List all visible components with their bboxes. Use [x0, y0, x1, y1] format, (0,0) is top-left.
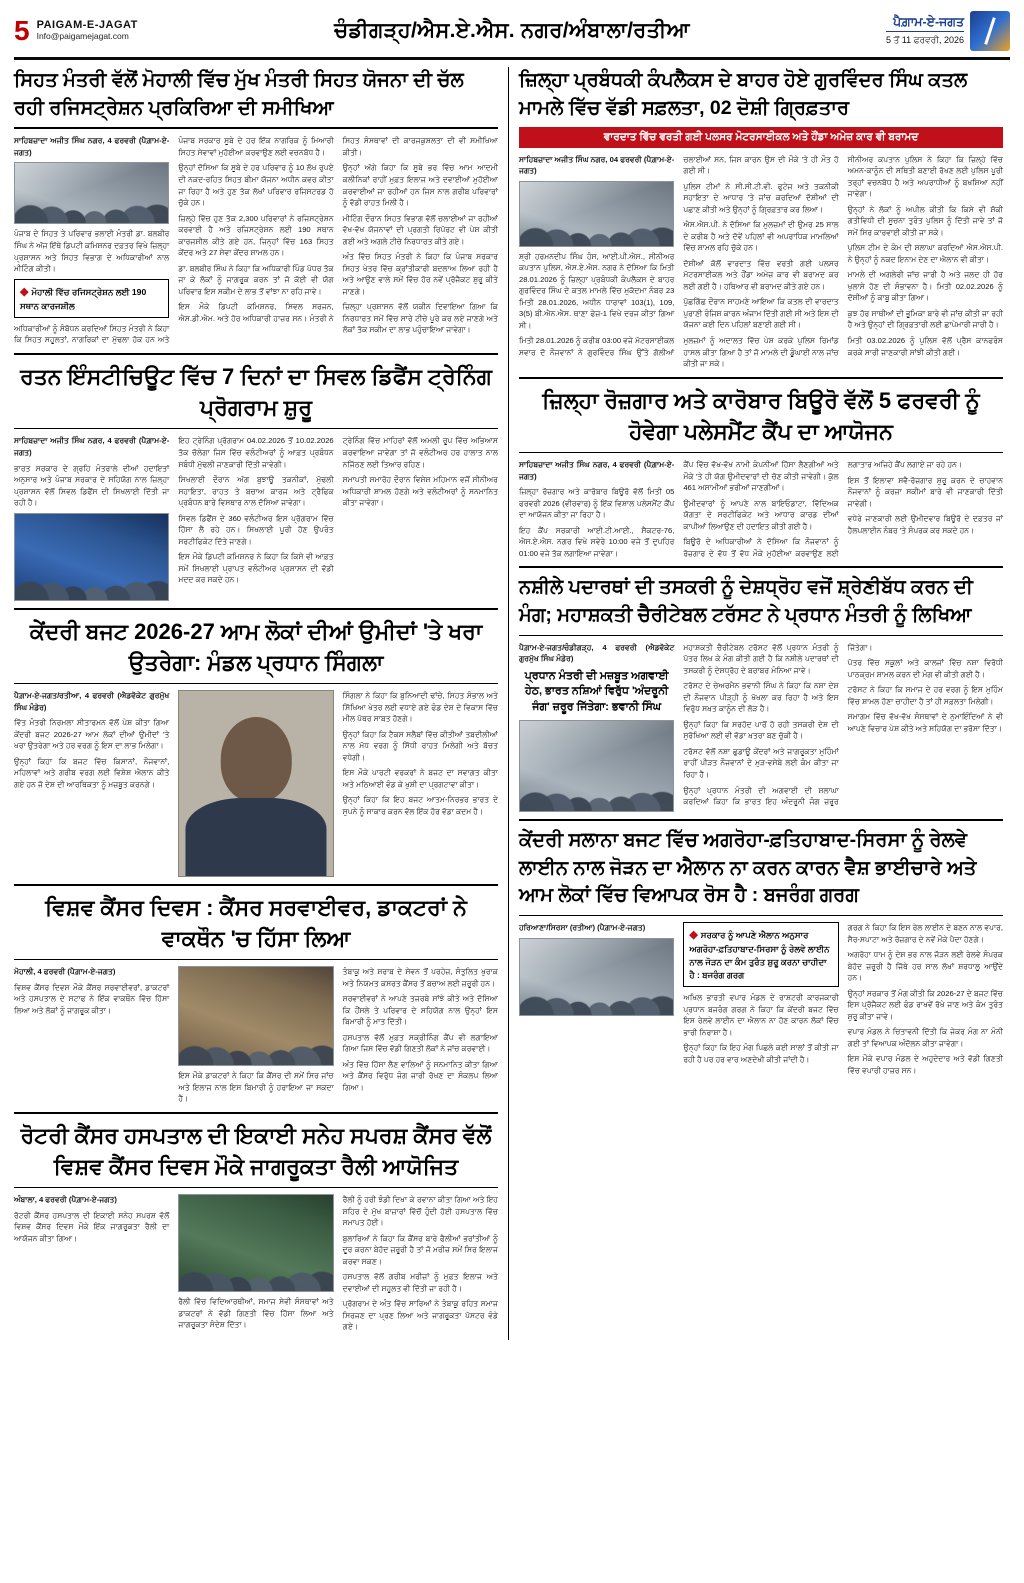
article-photo [14, 513, 169, 601]
paragraph: ਮੀਟਿੰਗ ਦੌਰਾਨ ਸਿਹਤ ਵਿਭਾਗ ਵੱਲੋਂ ਚਲਾਈਆਂ ਜਾ ਰਹੀਆਂ ਵੱਖ-ਵੱਖ ਯੋਜਨਾਵਾਂ ਦੀ ਪ੍ਰਗਤੀ ਰਿਪੋਰਟ ਵੀ ਪੇਸ਼ ਕੀਤੀ ਗਈ ਅਤੇ ਅਗਲੇ ਟੀਚੇ ਨਿਰਧਾਰਤ ਕੀਤੇ ਗਏ। [342, 213, 498, 246]
divider [14, 428, 498, 429]
paragraph: ਸ਼੍ਰੀ ਹਰਮਨਦੀਪ ਸਿੰਘ ਹੰਸ, ਆਈ.ਪੀ.ਐਸ., ਸੀਨੀਅਰ ਕਪਤਾਨ ਪੁਲਿਸ, ਐਸ.ਏ.ਐਸ. ਨਗਰ ਨੇ ਦੱਸਿਆ ਕਿ ਮਿਤੀ 28.01.2026 ਨੂੰ ਜ਼ਿਲ੍ਹਾ ਪ੍ਰਬੰਧਕੀ ਕੰਪਲੈਕਸ ਦੇ ਬਾਹਰ ਗੁਰਵਿੰਦਰ ਸਿੰਘ ਦੇ ਕਤਲ ਮਾਮਲੇ ਵਿੱਚ ਮੁਕੱਦਮਾ ਨੰਬਰ 23 ਮਿਤੀ 28.01.2026, ਅਧੀਨ ਧਾਰਾਵਾਂ 103(1), 109, 3(5) ਬੀ.ਐਨ.ਐਸ. ਥਾਣਾ ਫੇਜ਼-1 ਵਿਖੇ ਦਰਜ ਕੀਤਾ ਗਿਆ ਸੀ। [519, 251, 675, 330]
paragraph: ਅੰਤ ਵਿੱਚ ਸਿਹਤ ਮੰਤਰੀ ਨੇ ਕਿਹਾ ਕਿ ਪੰਜਾਬ ਸਰਕਾਰ ਸਿਹਤ ਖੇਤਰ ਵਿੱਚ ਕ੍ਰਾਂਤੀਕਾਰੀ ਬਦਲਾਅ ਲਿਆ ਰਹੀ ਹੈ ਅਤੇ ਆਉਣ ਵਾਲੇ ਸਮੇਂ ਵਿੱਚ ਹੋਰ ਨਵੇਂ ਪ੍ਰੋਜੈਕਟ ਸ਼ੁਰੂ ਕੀਤੇ ਜਾਣਗੇ। [342, 252, 498, 296]
divider [519, 566, 1003, 568]
paragraph: ਪੁਲਿਸ ਟੀਮਾਂ ਨੇ ਸੀ.ਸੀ.ਟੀ.ਵੀ. ਫੁਟੇਜ ਅਤੇ ਤਕਨੀਕੀ ਸਹਾਇਤਾ ਦੇ ਆਧਾਰ 'ਤੇ ਜਾਂਚ ਕਰਦਿਆਂ ਦੋਸ਼ੀਆਂ ਦੀ ਪਛਾਣ ਕੀਤੀ ਅਤੇ ਉਨ੍ਹਾਂ ਨੂੰ ਗ੍ਰਿਫ਼ਤਾਰ ਕਰ ਲਿਆ। [683, 181, 839, 214]
paragraph: ਕੈਂਪ ਵਿੱਚ ਵੱਖ-ਵੱਖ ਨਾਮੀ ਕੰਪਨੀਆਂ ਹਿੱਸਾ ਲੈਣਗੀਆਂ ਅਤੇ ਮੌਕੇ 'ਤੇ ਹੀ ਯੋਗ ਉਮੀਦਵਾਰਾਂ ਦੀ ਚੋਣ ਕੀਤੀ ਜਾਵੇਗੀ। ਕੁੱਲ 461 ਅਸਾਮੀਆਂ ਭਰੀਆਂ ਜਾਣਗੀਆਂ। [683, 460, 839, 493]
paragraph: ਵਿਸ਼ਵ ਕੈਂਸਰ ਦਿਵਸ ਮੌਕੇ ਕੈਂਸਰ ਸਰਵਾਈਵਰਾਂ, ਡਾਕਟਰਾਂ ਅਤੇ ਹਸਪਤਾਲ ਦੇ ਸਟਾਫ ਨੇ ਇੱਕ ਵਾਕਥੌਨ ਵਿੱਚ ਹਿੱਸਾ ਲਿਆ ਅਤੇ ਲੋਕਾਂ ਨੂੰ ਜਾਗਰੂਕ ਕੀਤਾ। [14, 982, 170, 1015]
divider [14, 127, 498, 129]
paragraph: ਵਿੱਤ ਮੰਤਰੀ ਨਿਰਮਲਾ ਸੀਤਾਰਮਨ ਵੱਲੋਂ ਪੇਸ਼ ਕੀਤਾ ਗਿਆ ਕੇਂਦਰੀ ਬਜਟ 2026-27 ਆਮ ਲੋਕਾਂ ਦੀਆਂ ਉਮੀਦਾਂ 'ਤੇ ਖਰਾ ਉਤਰੇਗਾ ਅਤੇ ਹਰ ਵਰਗ ਨੂੰ ਇਸ ਦਾ ਲਾਭ ਮਿਲੇਗਾ। [14, 718, 170, 751]
headline: ਜ਼ਿਲ੍ਹਾ ਰੋਜ਼ਗਾਰ ਅਤੇ ਕਾਰੋਬਾਰ ਬਿਊਰੋ ਵੱਲੋਂ 5 ਫਰਵਰੀ ਨੂੰ ਹੋਵੇਗਾ ਪਲੇਸਮੈਂਟ ਕੈਂਪ ਦਾ ਆਯੋਜਨ [542, 387, 980, 444]
highlight-text: ਮੋਹਾਲੀ ਵਿੱਚ ਰਜਿਸਟ੍ਰੇਸ਼ਨ ਲਈ 190 ਸਥਾਨ ਕਾਰਜਸ਼ੀਲ [20, 286, 147, 312]
paragraph: ਇਸ ਮੌਕੇ ਡਿਪਟੀ ਕਮਿਸ਼ਨਰ ਨੇ ਕਿਹਾ ਕਿ ਕਿਸੇ ਵੀ ਆਫ਼ਤ ਸਮੇਂ ਸਿਖਲਾਈ ਪ੍ਰਾਪਤ ਵਲੰਟੀਅਰ ਪ੍ਰਸ਼ਾਸਨ ਦੀ ਵੱਡੀ ਮਦਦ ਕਰ ਸਕਦੇ ਹਨ। [178, 552, 334, 585]
highlight-box [683, 922, 838, 987]
paragraph: ਇਸ ਮੌਕੇ ਪਾਰਟੀ ਵਰਕਰਾਂ ਨੇ ਬਜਟ ਦਾ ਸਵਾਗਤ ਕੀਤਾ ਅਤੇ ਮਠਿਆਈ ਵੰਡ ਕੇ ਖੁਸ਼ੀ ਦਾ ਪ੍ਰਗਟਾਵਾ ਕੀਤਾ। [342, 768, 498, 789]
article-body [14, 135, 498, 346]
paragraph: ਜ਼ਿਲ੍ਹੇ ਵਿੱਚ ਹੁਣ ਤੱਕ 2,300 ਪਰਿਵਾਰਾਂ ਨੇ ਰਜਿਸਟ੍ਰੇਸ਼ਨ ਕਰਵਾਈ ਹੈ ਅਤੇ ਰਜਿਸਟ੍ਰੇਸ਼ਨ ਲਈ 190 ਸਥਾਨ ਕਾਰਜਸ਼ੀਲ ਕੀਤੇ ਗਏ ਹਨ, ਜਿਨ੍ਹਾਂ ਵਿੱਚ 163 ਸਿਹਤ ਕੇਂਦਰ ਅਤੇ 27 ਸੇਵਾ ਕੇਂਦਰ ਸ਼ਾਮਲ ਹਨ। [178, 213, 334, 258]
newspaper-logo-icon [970, 11, 1010, 51]
article-photo [519, 938, 674, 1016]
bullet-icon: ◆ [689, 928, 698, 941]
headline: ਨਸ਼ੀਲੇ ਪਦਾਰਥਾਂ ਦੀ ਤਸਕਰੀ ਨੂੰ ਦੇਸ਼ਧ੍ਰੋਹ ਵਜੋਂ ਸ਼੍ਰੇਣੀਬੱਧ ਕਰਨ ਦੀ ਮੰਗ; ਮਹਾਸ਼ਕਤੀ ਚੈਰੀਟੇਬਲ ਟਰੱਸਟ ਨੇ ਪ੍ਰਧਾਨ ਮੰਤਰੀ ਨੂੰ ਲਿਖਿਆ [519, 576, 973, 626]
paragraph: ਉਨ੍ਹਾਂ ਕਿਹਾ ਕਿ ਬਜਟ ਵਿੱਚ ਕਿਸਾਨਾਂ, ਨੌਜਵਾਨਾਂ, ਮਹਿਲਾਵਾਂ ਅਤੇ ਗਰੀਬ ਵਰਗ ਲਈ ਵਿਸ਼ੇਸ਼ ਐਲਾਨ ਕੀਤੇ ਗਏ ਹਨ ਜੋ ਦੇਸ਼ ਦੀ ਆਰਥਿਕਤਾ ਨੂੰ ਮਜ਼ਬੂਤ ਕਰਨਗੇ। [14, 756, 170, 789]
paragraph: ਸਿਖਲਾਈ ਦੌਰਾਨ ਅੱਗ ਬੁਝਾਊ ਤਕਨੀਕਾਂ, ਮੁੱਢਲੀ ਸਹਾਇਤਾ, ਰਾਹਤ ਤੇ ਬਚਾਅ ਕਾਰਜ ਅਤੇ ਟ੍ਰੈਫਿਕ ਪ੍ਰਬੰਧਨ ਬਾਰੇ ਵਿਸਥਾਰ ਨਾਲ ਦੱਸਿਆ ਜਾਵੇਗਾ। [178, 475, 334, 508]
dateline: ਸਾਹਿਬਜ਼ਾਦਾ ਅਜੀਤ ਸਿੰਘ ਨਗਰ, 4 ਫਰਵਰੀ (ਪੈਗ਼ਾਮ-ਏ-ਜਗਤ) [519, 460, 675, 481]
paragraph: ਹਸਪਤਾਲ ਵੱਲੋਂ ਗਰੀਬ ਮਰੀਜ਼ਾਂ ਨੂੰ ਮੁਫ਼ਤ ਇਲਾਜ ਅਤੇ ਦਵਾਈਆਂ ਦੀ ਸਹੂਲਤ ਵੀ ਦਿੱਤੀ ਜਾ ਰਹੀ ਹੈ। [342, 1272, 498, 1293]
dateline: ਸਾਹਿਬਜ਼ਾਦਾ ਅਜੀਤ ਸਿੰਘ ਨਗਰ, 4 ਫਰਵਰੀ (ਪੈਗ਼ਾਮ-ਏ-ਜਗਤ) [14, 136, 170, 157]
dateline: ਹਰਿਆਣਾ/ਸਿਰਸਾ (ਰਤੀਆ) (ਪੈਗ਼ਾਮ-ਏ-ਜਗਤ) [519, 922, 646, 932]
article-budget [14, 616, 498, 877]
paragraph: ਅਧਿਕਾਰੀਆਂ ਨੂੰ ਸੰਬੋਧਨ ਕਰਦਿਆਂ ਸਿਹਤ ਮੰਤਰੀ ਨੇ ਕਿਹਾ ਕਿ ਸਿਹਤ ਸਹੂਲਤਾਂ, ਨਾਗਰਿਕਾਂ ਦਾ ਮੁੱਢਲਾ ਹੱਕ ਹਨ ਅਤੇ ਪੰਜਾਬ ਸਰਕਾਰ ਸੂਬੇ ਦੇ ਹਰ ਇੱਕ ਨਾਗਰਿਕ ਨੂੰ ਮਿਆਰੀ ਸਿਹਤ ਸੇਵਾਵਾਂ ਮੁਹੱਈਆ ਕਰਵਾਉਣ ਲਈ ਵਚਨਬੱਧ ਹੈ। [14, 136, 334, 345]
brand-name: PAIGAM-E-JAGAT [36, 19, 138, 32]
edition-title: ਚੰਡੀਗੜ੍ਹ/ਐਸ.ਏ.ਐਸ. ਨਗਰ/ਅੰਬਾਲਾ/ਰਤੀਆ [334, 18, 690, 42]
page-body [14, 67, 1010, 1340]
article-body [519, 642, 1003, 812]
paragraph: ਰੈਲੀ ਨੂੰ ਹਰੀ ਝੰਡੀ ਦਿਖਾ ਕੇ ਰਵਾਨਾ ਕੀਤਾ ਗਿਆ ਅਤੇ ਇਹ ਸ਼ਹਿਰ ਦੇ ਮੁੱਖ ਬਾਜ਼ਾਰਾਂ ਵਿੱਚੋਂ ਹੁੰਦੀ ਹੋਈ ਹਸਪਤਾਲ ਵਿੱਚ ਸਮਾਪਤ ਹੋਈ। [342, 1195, 498, 1228]
paragraph: ਪੱਤਰ ਵਿੱਚ ਸਕੂਲਾਂ ਅਤੇ ਕਾਲਜਾਂ ਵਿੱਚ ਨਸ਼ਾ ਵਿਰੋਧੀ ਪਾਠਕ੍ਰਮ ਸ਼ਾਮਲ ਕਰਨ ਦੀ ਮੰਗ ਵੀ ਕੀਤੀ ਗਈ ਹੈ। [847, 658, 1003, 679]
paragraph: ਸਮਾਪਤੀ ਸਮਾਰੋਹ ਦੌਰਾਨ ਵਿਸ਼ੇਸ਼ ਮਹਿਮਾਨ ਵਜੋਂ ਸੀਨੀਅਰ ਅਧਿਕਾਰੀ ਸ਼ਾਮਲ ਹੋਣਗੇ ਅਤੇ ਵਲੰਟੀਅਰਾਂ ਨੂੰ ਸਨਮਾਨਿਤ ਕੀਤਾ ਜਾਵੇਗਾ। [342, 475, 498, 508]
portrait-photo [178, 690, 333, 876]
article-body [519, 154, 1003, 370]
article-employment [519, 385, 1003, 560]
paragraph: ਇਹ ਟ੍ਰੇਨਿੰਗ ਪ੍ਰੋਗਰਾਮ 04.02.2026 ਤੋਂ 10.02.2026 ਤੱਕ ਚੱਲੇਗਾ ਜਿਸ ਵਿੱਚ ਵਲੰਟੀਅਰਾਂ ਨੂੰ ਆਫ਼ਤ ਪ੍ਰਬੰਧਨ ਸਬੰਧੀ ਮੁੱਢਲੀ ਜਾਣਕਾਰੀ ਦਿੱਤੀ ਜਾਵੇਗੀ। [178, 436, 334, 469]
article-railway [519, 827, 1003, 1076]
divider [519, 819, 1003, 821]
subheadline: ਪ੍ਰਧਾਨ ਮੰਤਰੀ ਦੀ ਮਜ਼ਬੂਤ ਅਗਵਾਈ ਹੇਠ, ਭਾਰਤ ਨਸ਼ਿਆਂ ਵਿਰੁੱਧ 'ਅੰਦਰੂਨੀ ਜੰਗ' ਜ਼ਰੂਰ ਜਿੱਤੇਗਾ: ਭਵਾਨੀ ਸਿੰਘ [524, 669, 669, 713]
paragraph: ਉਨ੍ਹਾਂ ਕਿਹਾ ਕਿ ਟੈਕਸ ਸਲੈਬਾਂ ਵਿੱਚ ਕੀਤੀਆਂ ਤਬਦੀਲੀਆਂ ਨਾਲ ਮੱਧ ਵਰਗ ਨੂੰ ਸਿੱਧੀ ਰਾਹਤ ਮਿਲੇਗੀ ਅਤੇ ਬੱਚਤ ਵਧੇਗੀ। [342, 729, 498, 762]
paragraph: ਬੁਲਾਰਿਆਂ ਨੇ ਕਿਹਾ ਕਿ ਕੈਂਸਰ ਬਾਰੇ ਫੈਲੀਆਂ ਭਰਾਂਤੀਆਂ ਨੂੰ ਦੂਰ ਕਰਨਾ ਬੇਹੱਦ ਜ਼ਰੂਰੀ ਹੈ ਤਾਂ ਜੋ ਮਰੀਜ਼ ਸਮੇਂ ਸਿਰ ਇਲਾਜ ਕਰਵਾ ਸਕਣ। [342, 1233, 498, 1266]
masthead-logo-text: ਪੈਗ਼ਾਮ-ਏ-ਜਗਤ [886, 15, 964, 32]
paragraph: ਅੰਤ ਵਿੱਚ ਹਿੱਸਾ ਲੈਣ ਵਾਲਿਆਂ ਨੂੰ ਸਨਮਾਨਿਤ ਕੀਤਾ ਗਿਆ ਅਤੇ ਕੈਂਸਰ ਵਿਰੁੱਧ ਜੰਗ ਜਾਰੀ ਰੱਖਣ ਦਾ ਸੰਕਲਪ ਲਿਆ ਗਿਆ। [342, 1059, 498, 1092]
article-body [519, 459, 1003, 559]
article-charitable-trust [519, 574, 1003, 812]
paragraph: ਮੁਲਜ਼ਮਾਂ ਨੂੰ ਅਦਾਲਤ ਵਿੱਚ ਪੇਸ਼ ਕਰਕੇ ਪੁਲਿਸ ਰਿਮਾਂਡ ਹਾਸਲ ਕੀਤਾ ਗਿਆ ਹੈ ਤਾਂ ਜੋ ਮਾਮਲੇ ਦੀ ਡੂੰਘਾਈ ਨਾਲ ਜਾਂਚ ਕੀਤੀ ਜਾ ਸਕੇ। [683, 335, 839, 369]
headline: ਰੋਟਰੀ ਕੈਂਸਰ ਹਸਪਤਾਲ ਦੀ ਇਕਾਈ ਸਨੇਹ ਸਪਰਸ਼ ਕੈਂਸਰ ਵੱਲੋਂ ਵਿਸ਼ਵ ਕੈਂਸਰ ਦਿਵਸ ਮੌਕੇ ਜਾਗਰੂਕਤਾ ਰੈਲੀ ਆਯੋਜਿਤ [20, 1122, 492, 1179]
paragraph: ਜ਼ਿਲ੍ਹਾ ਪ੍ਰਸ਼ਾਸਨ ਵੱਲੋਂ ਯਕੀਨ ਦਿਵਾਇਆ ਗਿਆ ਕਿ ਨਿਰਧਾਰਤ ਸਮੇਂ ਵਿੱਚ ਸਾਰੇ ਟੀਚੇ ਪੂਰੇ ਕਰ ਲਏ ਜਾਣਗੇ ਅਤੇ ਲੋਕਾਂ ਤੱਕ ਸਕੀਮ ਦਾ ਲਾਭ ਪਹੁੰਚਾਇਆ ਜਾਵੇਗਾ। [342, 302, 498, 335]
page-number: 5 [14, 14, 30, 46]
paragraph: ਇਸ ਮੌਕੇ ਡਿਪਟੀ ਕਮਿਸ਼ਨਰ, ਸਿਵਲ ਸਰਜਨ, ਐਸ.ਡੀ.ਐਮ. ਅਤੇ ਹੋਰ ਅਧਿਕਾਰੀ ਹਾਜ਼ਰ ਸਨ। ਮੰਤਰੀ ਨੇ ਸਿਹਤ ਸੰਸਥਾਵਾਂ ਦੀ ਕਾਰਜਕੁਸ਼ਲਤਾ ਦੀ ਵੀ ਸਮੀਖਿਆ ਕੀਤੀ। [178, 136, 498, 323]
paragraph: ਉਨ੍ਹਾਂ ਦੱਸਿਆ ਕਿ ਸੂਬੇ ਦੇ ਹਰ ਪਰਿਵਾਰ ਨੂੰ 10 ਲੱਖ ਰੁਪਏ ਦੀ ਨਕਦ-ਰਹਿਤ ਸਿਹਤ ਬੀਮਾ ਯੋਜਨਾ ਅਧੀਨ ਕਵਰ ਕੀਤਾ ਜਾ ਰਿਹਾ ਹੈ ਅਤੇ ਹੁਣ ਤੱਕ ਲੱਖਾਂ ਪਰਿਵਾਰ ਰਜਿਸਟਰਡ ਹੋ ਚੁੱਕੇ ਹਨ। [178, 163, 334, 208]
article-body [14, 966, 498, 1105]
paragraph: ਦੋਸ਼ੀਆਂ ਕੋਲੋਂ ਵਾਰਦਾਤ ਵਿੱਚ ਵਰਤੀ ਗਈ ਪਲਸਰ ਮੋਟਰਸਾਈਕਲ ਅਤੇ ਹੌਂਡਾ ਅਮੇਜ਼ ਕਾਰ ਵੀ ਬਰਾਮਦ ਕਰ ਲਈ ਗਈ ਹੈ। ਹਥਿਆਰ ਵੀ ਬਰਾਮਦ ਕੀਤੇ ਗਏ ਹਨ। [683, 258, 839, 291]
paragraph: ਕੁਝ ਹੋਰ ਸਾਥੀਆਂ ਦੀ ਭੂਮਿਕਾ ਬਾਰੇ ਵੀ ਜਾਂਚ ਕੀਤੀ ਜਾ ਰਹੀ ਹੈ ਅਤੇ ਉਨ੍ਹਾਂ ਦੀ ਗ੍ਰਿਫ਼ਤਾਰੀ ਲਈ ਛਾਪੇਮਾਰੀ ਜਾਰੀ ਹੈ। [847, 308, 1003, 330]
paragraph: ਟਰੱਸਟ ਨੇ ਕਿਹਾ ਕਿ ਸਮਾਜ ਦੇ ਹਰ ਵਰਗ ਨੂੰ ਇਸ ਮੁਹਿੰਮ ਵਿੱਚ ਸ਼ਾਮਲ ਹੋਣਾ ਚਾਹੀਦਾ ਹੈ ਤਾਂ ਹੀ ਸਫ਼ਲਤਾ ਮਿਲੇਗੀ। [847, 685, 1003, 706]
paragraph: ਰੈਲੀ ਵਿੱਚ ਵਿਦਿਆਰਥੀਆਂ, ਸਮਾਜ ਸੇਵੀ ਸੰਸਥਾਵਾਂ ਅਤੇ ਡਾਕਟਰਾਂ ਨੇ ਵੱਡੀ ਗਿਣਤੀ ਵਿੱਚ ਹਿੱਸਾ ਲਿਆ ਅਤੇ ਜਾਗਰੂਕਤਾ ਸੰਦੇਸ਼ ਦਿੱਤਾ। [178, 1297, 334, 1330]
subheadline-banner: ਵਾਰਦਾਤ ਵਿੱਚ ਵਰਤੀ ਗਈ ਪਲਸਰ ਮੋਟਰਸਾਈਕਲ ਅਤੇ ਹੌਂਡਾ ਅਮੇਜ਼ ਕਾਰ ਵੀ ਬਰਾਮਦ [519, 127, 1003, 147]
article-photo [14, 162, 169, 224]
paragraph: ਟਰੱਸਟ ਵੱਲੋਂ ਨਸ਼ਾ ਛੁਡਾਊ ਕੇਂਦਰਾਂ ਅਤੇ ਜਾਗਰੂਕਤਾ ਮੁਹਿੰਮਾਂ ਰਾਹੀਂ ਪੀੜਤ ਨੌਜਵਾਨਾਂ ਦੇ ਮੁੜ-ਵਸੇਬੇ ਲਈ ਕੰਮ ਕੀਤਾ ਜਾ ਰਿਹਾ ਹੈ। [683, 746, 839, 779]
article-body [14, 690, 498, 876]
headline: ਰਤਨ ਇੰਸਟੀਚਿਊਟ ਵਿੱਚ 7 ਦਿਨਾਂ ਦਾ ਸਿਵਲ ਡਿਫੈਂਸ ਟ੍ਰੇਨਿੰਗ ਪ੍ਰੋਗਰਾਮ ਸ਼ੁਰੂ [20, 364, 492, 421]
masthead-left [14, 14, 138, 46]
paragraph: ਇਸ ਮੌਕੇ ਡਾਕਟਰਾਂ ਨੇ ਕਿਹਾ ਕਿ ਕੈਂਸਰ ਦੀ ਸਮੇਂ ਸਿਰ ਜਾਂਚ ਅਤੇ ਇਲਾਜ ਨਾਲ ਇਸ ਬਿਮਾਰੀ ਨੂੰ ਹਰਾਇਆ ਜਾ ਸਕਦਾ ਹੈ। [178, 1071, 334, 1104]
paragraph: ਵਧੇਰੇ ਜਾਣਕਾਰੀ ਲਈ ਉਮੀਦਵਾਰ ਬਿਊਰੋ ਦੇ ਦਫ਼ਤਰ ਜਾਂ ਹੈਲਪਲਾਈਨ ਨੰਬਰ 'ਤੇ ਸੰਪਰਕ ਕਰ ਸਕਦੇ ਹਨ। [847, 514, 1003, 535]
article-health-minister [14, 67, 498, 346]
dateline: ਮੋਹਾਲੀ, 4 ਫਰਵਰੀ (ਪੈਗ਼ਾਮ-ਏ-ਜਗਤ) [14, 967, 116, 976]
paragraph: ਇਸ ਤੋਂ ਇਲਾਵਾ ਸਵੈ-ਰੋਜ਼ਗਾਰ ਸ਼ੁਰੂ ਕਰਨ ਦੇ ਚਾਹਵਾਨ ਨੌਜਵਾਨਾਂ ਨੂੰ ਕਰਜ਼ਾ ਸਕੀਮਾਂ ਬਾਰੇ ਵੀ ਜਾਣਕਾਰੀ ਦਿੱਤੀ ਜਾਵੇਗੀ। [847, 475, 1003, 508]
divider [14, 959, 498, 960]
article-civil-defence [14, 361, 498, 601]
paragraph: ਉਨ੍ਹਾਂ ਕਿਹਾ ਕਿ ਇਹ ਬਜਟ ਆਤਮ-ਨਿਰਭਰ ਭਾਰਤ ਦੇ ਸੁਪਨੇ ਨੂੰ ਸਾਕਾਰ ਕਰਨ ਵੱਲ ਇੱਕ ਹੋਰ ਵੱਡਾ ਕਦਮ ਹੈ। [342, 795, 498, 816]
brand-email: Info@paigamejagat.com [36, 30, 129, 41]
divider [519, 915, 1003, 916]
paragraph: ਸਿਵਲ ਡਿਫੈਂਸ ਦੇ 360 ਵਲੰਟੀਅਰ ਇਸ ਪ੍ਰੋਗਰਾਮ ਵਿੱਚ ਹਿੱਸਾ ਲੈ ਰਹੇ ਹਨ। ਸਿਖਲਾਈ ਪੂਰੀ ਹੋਣ ਉਪਰੰਤ ਸਰਟੀਫਿਕੇਟ ਦਿੱਤੇ ਜਾਣਗੇ। [178, 513, 334, 546]
column-divider [508, 67, 509, 1340]
paragraph: ਹਸਪਤਾਲ ਵੱਲੋਂ ਮੁਫ਼ਤ ਸਕ੍ਰੀਨਿੰਗ ਕੈਂਪ ਵੀ ਲਗਾਇਆ ਗਿਆ ਜਿਸ ਵਿੱਚ ਵੱਡੀ ਗਿਣਤੀ ਲੋਕਾਂ ਨੇ ਜਾਂਚ ਕਰਵਾਈ। [342, 1032, 498, 1054]
highlight-box [14, 279, 169, 318]
article-photo [178, 966, 333, 1066]
paragraph: ਸੀਨੀਅਰ ਕਪਤਾਨ ਪੁਲਿਸ ਨੇ ਕਿਹਾ ਕਿ ਜ਼ਿਲ੍ਹੇ ਵਿੱਚ ਅਮਨ-ਕਾਨੂੰਨ ਦੀ ਸਥਿਤੀ ਬਣਾਈ ਰੱਖਣ ਲਈ ਪੁਲਿਸ ਪੂਰੀ ਤਰ੍ਹਾਂ ਵਚਨਬੱਧ ਹੈ ਅਤੇ ਅਪਰਾਧੀਆਂ ਨੂੰ ਬਖਸ਼ਿਆ ਨਹੀਂ ਜਾਵੇਗਾ। [847, 154, 1003, 199]
divider [14, 1187, 498, 1188]
masthead [14, 8, 1010, 60]
paragraph: ਉਨ੍ਹਾਂ ਕਿਹਾ ਕਿ ਸਰਹੱਦ ਪਾਰੋਂ ਹੋ ਰਹੀ ਤਸਕਰੀ ਦੇਸ਼ ਦੀ ਸੁਰੱਖਿਆ ਲਈ ਵੀ ਵੱਡਾ ਖ਼ਤਰਾ ਬਣ ਚੁੱਕੀ ਹੈ। [683, 719, 839, 741]
article-cancer-day [14, 892, 498, 1105]
bullet-icon: ◆ [20, 285, 29, 298]
paragraph: ਇਸ ਮੌਕੇ ਵਪਾਰ ਮੰਡਲ ਦੇ ਅਹੁਦੇਦਾਰ ਅਤੇ ਵੱਡੀ ਗਿਣਤੀ ਵਿੱਚ ਵਪਾਰੀ ਹਾਜ਼ਰ ਸਨ। [847, 1054, 1003, 1075]
highlight-text: ਸਰਕਾਰ ਨੂੰ ਆਪਣੇ ਐਲਾਨ ਅਨੁਸਾਰ ਅਗਰੋਹਾ-ਫ਼ਤਿਹਾਬਾਦ-ਸਿਰਸਾ ਨੂੰ ਰੇਲਵੇ ਲਾਈਨ ਨਾਲ ਜੋੜਨ ਦਾ ਕੰਮ ਤੁਰੰਤ ਸ਼ੁਰੂ ਕਰਨਾ ਚਾਹੀਦਾ ਹੈ : ਬਜਰੰਗ ਗਰਗ [689, 929, 830, 981]
masthead-right [886, 11, 1010, 51]
headline: ਵਿਸ਼ਵ ਕੈਂਸਰ ਦਿਵਸ : ਕੈਂਸਰ ਸਰਵਾਈਵਰ, ਡਾਕਟਰਾਂ ਨੇ ਵਾਕਥੌਨ 'ਚ ਹਿੱਸਾ ਲਿਆ [45, 894, 467, 951]
article-body [519, 922, 1003, 1076]
paragraph: ਪੁਲਿਸ ਟੀਮ ਦੇ ਕੰਮ ਦੀ ਸ਼ਲਾਘਾ ਕਰਦਿਆਂ ਐਸ.ਐਸ.ਪੀ. ਨੇ ਉਨ੍ਹਾਂ ਨੂੰ ਨਕਦ ਇਨਾਮ ਦੇਣ ਦਾ ਐਲਾਨ ਵੀ ਕੀਤਾ। [847, 243, 1003, 264]
headline: ਕੇਂਦਰੀ ਸਲਾਨਾ ਬਜਟ ਵਿੱਚ ਅਗਰੋਹਾ-ਫ਼ਤਿਹਾਬਾਦ-ਸਿਰਸਾ ਨੂੰ ਰੇਲਵੇ ਲਾਈਨ ਨਾਲ ਜੋੜਨ ਦਾ ਐਲਾਨ ਨਾ ਕਰਨ ਕਾਰਨ ਵੈਸ਼ ਭਾਈਚਾਰੇ ਅਤੇ ਆਮ ਲੋਕਾਂ ਵਿੱਚ ਵਿਆਪਕ ਰੋਸ ਹੈ : ਬਜਰੰਗ ਗਰਗ [519, 828, 977, 907]
paragraph: ਬਿਊਰੋ ਦੇ ਅਧਿਕਾਰੀਆਂ ਨੇ ਦੱਸਿਆ ਕਿ ਨੌਜਵਾਨਾਂ ਨੂੰ ਰੋਜ਼ਗਾਰ ਦੇ ਵੱਧ ਤੋਂ ਵੱਧ ਮੌਕੇ ਮੁਹੱਈਆ ਕਰਵਾਉਣ ਲਈ ਲਗਾਤਾਰ ਅਜਿਹੇ ਕੈਂਪ ਲਗਾਏ ਜਾ ਰਹੇ ਹਨ। [683, 460, 962, 558]
divider [14, 683, 498, 684]
article-body [14, 435, 498, 600]
paragraph: ਵਪਾਰ ਮੰਡਲ ਨੇ ਚਿਤਾਵਨੀ ਦਿੱਤੀ ਕਿ ਜੇਕਰ ਮੰਗ ਨਾ ਮੰਨੀ ਗਈ ਤਾਂ ਵਿਆਪਕ ਅੰਦੋਲਨ ਕੀਤਾ ਜਾਵੇਗਾ। [847, 1027, 1003, 1048]
dateline: ਸਾਹਿਬਜ਼ਾਦਾ ਅਜੀਤ ਸਿੰਘ ਨਗਰ, 4 ਫਰਵਰੀ (ਪੈਗ਼ਾਮ-ਏ-ਜਗਤ) [14, 436, 170, 458]
paragraph: ਡਾ. ਬਲਬੀਰ ਸਿੰਘ ਨੇ ਕਿਹਾ ਕਿ ਅਧਿਕਾਰੀ ਪਿੰਡ ਪੱਧਰ ਤੱਕ ਜਾ ਕੇ ਲੋਕਾਂ ਨੂੰ ਜਾਗਰੂਕ ਕਰਨ ਤਾਂ ਜੋ ਕੋਈ ਵੀ ਯੋਗ ਪਰਿਵਾਰ ਇਸ ਸਕੀਮ ਦੇ ਲਾਭ ਤੋਂ ਵਾਂਝਾ ਨਾ ਰਹਿ ਜਾਵੇ। [178, 263, 334, 296]
divider [519, 452, 1003, 453]
paragraph: ਇਹ ਕੈਂਪ ਸਰਕਾਰੀ ਆਈ.ਟੀ.ਆਈ., ਸੈਕਟਰ-76, ਐਸ.ਏ.ਐਸ. ਨਗਰ ਵਿਖੇ ਸਵੇਰੇ 10:00 ਵਜੇ ਤੋਂ ਦੁਪਹਿਰ 01:00 ਵਜੇ ਤੱਕ ਲਗਾਇਆ ਜਾਵੇਗਾ। [519, 525, 675, 558]
left-column [14, 67, 498, 1340]
divider [519, 377, 1003, 379]
article-photo [178, 1194, 333, 1292]
paragraph: ਐਸ.ਐਸ.ਪੀ. ਨੇ ਦੱਸਿਆ ਕਿ ਮੁਲਜ਼ਮਾਂ ਦੀ ਉਮਰ 25 ਸਾਲ ਦੇ ਕਰੀਬ ਹੈ ਅਤੇ ਦੋਵੇਂ ਪਹਿਲਾਂ ਵੀ ਅਪਰਾਧਿਕ ਮਾਮਲਿਆਂ ਵਿੱਚ ਸ਼ਾਮਲ ਰਹਿ ਚੁੱਕੇ ਹਨ। [683, 220, 839, 253]
paragraph: ਉਨ੍ਹਾਂ ਸਰਕਾਰ ਤੋਂ ਮੰਗ ਕੀਤੀ ਕਿ 2026-27 ਦੇ ਬਜਟ ਵਿੱਚ ਇਸ ਪ੍ਰੋਜੈਕਟ ਲਈ ਫੰਡ ਰਾਖਵੇਂ ਰੱਖੇ ਜਾਣ ਅਤੇ ਕੰਮ ਤੁਰੰਤ ਸ਼ੁਰੂ ਕੀਤਾ ਜਾਵੇ। [847, 988, 1003, 1021]
dateline: ਸਾਹਿਬਜ਼ਾਦਾ ਅਜੀਤ ਸਿੰਘ ਨਗਰ, 04 ਫਰਵਰੀ (ਪੈਗ਼ਾਮ-ਏ-ਜਗਤ) [519, 154, 675, 176]
paragraph: ਰੋਟਰੀ ਕੈਂਸਰ ਹਸਪਤਾਲ ਦੀ ਇਕਾਈ ਸਨੇਹ ਸਪਰਸ਼ ਵੱਲੋਂ ਵਿਸ਼ਵ ਕੈਂਸਰ ਦਿਵਸ ਮੌਕੇ ਇੱਕ ਜਾਗਰੂਕਤਾ ਰੈਲੀ ਦਾ ਆਯੋਜਨ ਕੀਤਾ ਗਿਆ। [14, 1210, 170, 1243]
paragraph: ਅਖਿਲ ਭਾਰਤੀ ਵਪਾਰ ਮੰਡਲ ਦੇ ਰਾਸ਼ਟਰੀ ਕਾਰਜਕਾਰੀ ਪ੍ਰਧਾਨ ਬਜਰੰਗ ਗਰਗ ਨੇ ਕਿਹਾ ਕਿ ਕੇਂਦਰੀ ਬਜਟ ਵਿੱਚ ਇਸ ਰੇਲਵੇ ਲਾਈਨ ਦਾ ਐਲਾਨ ਨਾ ਹੋਣ ਕਾਰਨ ਲੋਕਾਂ ਵਿੱਚ ਭਾਰੀ ਨਿਰਾਸ਼ਾ ਹੈ। [683, 993, 839, 1037]
paragraph: ਅਗਰੋਹਾ ਧਾਮ ਨੂੰ ਦੇਸ਼ ਭਰ ਨਾਲ ਜੋੜਨ ਲਈ ਰੇਲਵੇ ਸੰਪਰਕ ਬੇਹੱਦ ਜ਼ਰੂਰੀ ਹੈ ਜਿੱਥੇ ਹਰ ਸਾਲ ਲੱਖਾਂ ਸ਼ਰਧਾਲੂ ਆਉਂਦੇ ਹਨ। [847, 950, 1003, 983]
paragraph: ਟਰੱਸਟ ਦੇ ਚੇਅਰਮੈਨ ਭਵਾਨੀ ਸਿੰਘ ਨੇ ਕਿਹਾ ਕਿ ਨਸ਼ਾ ਦੇਸ਼ ਦੀ ਨੌਜਵਾਨ ਪੀੜ੍ਹੀ ਨੂੰ ਖੋਖਲਾ ਕਰ ਰਿਹਾ ਹੈ ਅਤੇ ਇਸ ਵਿਰੁੱਧ ਸਖ਼ਤ ਕਾਨੂੰਨ ਦੀ ਲੋੜ ਹੈ। [683, 681, 839, 714]
article-photo [519, 181, 674, 247]
article-rotary [14, 1120, 498, 1333]
paragraph: ਮਿਤੀ 28.01.2026 ਨੂੰ ਕਰੀਬ 03:00 ਵਜੇ ਮੋਟਰਸਾਈਕਲ ਸਵਾਰ ਦੋ ਨੌਜਵਾਨਾਂ ਨੇ ਗੁਰਵਿੰਦਰ ਸਿੰਘ ਉੱਤੇ ਗੋਲੀਆਂ ਚਲਾਈਆਂ ਸਨ, ਜਿਸ ਕਾਰਨ ਉਸ ਦੀ ਮੌਕੇ 'ਤੇ ਹੀ ਮੌਤ ਹੋ ਗਈ ਸੀ। [519, 154, 839, 357]
paragraph: ਪੁੱਛਗਿੱਛ ਦੌਰਾਨ ਸਾਹਮਣੇ ਆਇਆ ਕਿ ਕਤਲ ਦੀ ਵਾਰਦਾਤ ਪੁਰਾਣੀ ਰੰਜਿਸ਼ ਕਾਰਨ ਅੰਜਾਮ ਦਿੱਤੀ ਗਈ ਸੀ ਅਤੇ ਇਸ ਦੀ ਯੋਜਨਾ ਕਈ ਦਿਨ ਪਹਿਲਾਂ ਬਣਾਈ ਗਈ ਸੀ। [683, 297, 839, 330]
paragraph: ਉਨ੍ਹਾਂ ਨੇ ਲੋਕਾਂ ਨੂੰ ਅਪੀਲ ਕੀਤੀ ਕਿ ਕਿਸੇ ਵੀ ਸ਼ੱਕੀ ਗਤੀਵਿਧੀ ਦੀ ਸੂਚਨਾ ਤੁਰੰਤ ਪੁਲਿਸ ਨੂੰ ਦਿੱਤੀ ਜਾਵੇ ਤਾਂ ਜੋ ਸਮੇਂ ਸਿਰ ਕਾਰਵਾਈ ਕੀਤੀ ਜਾ ਸਕੇ। [847, 204, 1003, 237]
paragraph: ਟ੍ਰੇਨਿੰਗ ਵਿੱਚ ਮਾਹਿਰਾਂ ਵੱਲੋਂ ਅਮਲੀ ਰੂਪ ਵਿੱਚ ਅਭਿਆਸ ਕਰਵਾਇਆ ਜਾਵੇਗਾ ਤਾਂ ਜੋ ਵਲੰਟੀਅਰ ਹਰ ਹਾਲਾਤ ਨਾਲ ਨਜਿੱਠਣ ਲਈ ਤਿਆਰ ਰਹਿਣ। [342, 436, 498, 469]
paragraph: ਮਾਮਲੇ ਦੀ ਅਗਲੇਰੀ ਜਾਂਚ ਜਾਰੀ ਹੈ ਅਤੇ ਜਲਦ ਹੀ ਹੋਰ ਖੁਲਾਸੇ ਹੋਣ ਦੀ ਸੰਭਾਵਨਾ ਹੈ। ਮਿਤੀ 02.02.2026 ਨੂੰ ਦੋਸ਼ੀਆਂ ਨੂੰ ਕਾਬੂ ਕੀਤਾ ਗਿਆ। [847, 270, 1003, 303]
divider [14, 608, 498, 610]
paragraph: ਉਨ੍ਹਾਂ ਕਿਹਾ ਕਿ ਇਹ ਮੰਗ ਪਿਛਲੇ ਕਈ ਸਾਲਾਂ ਤੋਂ ਕੀਤੀ ਜਾ ਰਹੀ ਹੈ ਪਰ ਹਰ ਵਾਰ ਅਣਦੇਖੀ ਕੀਤੀ ਜਾਂਦੀ ਹੈ। [683, 1043, 839, 1064]
divider [14, 353, 498, 355]
article-murder-case [519, 67, 1003, 370]
paragraph: ਮਹਾਸ਼ਕਤੀ ਚੈਰੀਟੇਬਲ ਟਰੱਸਟ ਵੱਲੋਂ ਪ੍ਰਧਾਨ ਮੰਤਰੀ ਨੂੰ ਪੱਤਰ ਲਿਖ ਕੇ ਮੰਗ ਕੀਤੀ ਗਈ ਹੈ ਕਿ ਨਸ਼ੀਲੇ ਪਦਾਰਥਾਂ ਦੀ ਤਸਕਰੀ ਨੂੰ ਦੇਸ਼ਧ੍ਰੋਹ ਦੇ ਬਰਾਬਰ ਮੰਨਿਆ ਜਾਵੇ। [683, 642, 839, 675]
paragraph: ਭਾਰਤ ਸਰਕਾਰ ਦੇ ਗ੍ਰਹਿ ਮੰਤਰਾਲੇ ਦੀਆਂ ਹਦਾਇਤਾਂ ਅਨੁਸਾਰ ਅਤੇ ਪੰਜਾਬ ਸਰਕਾਰ ਦੇ ਸਹਿਯੋਗ ਨਾਲ ਜ਼ਿਲ੍ਹਾ ਪ੍ਰਸ਼ਾਸਨ ਵੱਲੋਂ ਸਿਵਲ ਡਿਫੈਂਸ ਦੀ ਸਿਖਲਾਈ ਦਿੱਤੀ ਜਾ ਰਹੀ ਹੈ। [14, 463, 170, 508]
dateline: ਅੰਬਾਲਾ, 4 ਫਰਵਰੀ (ਪੈਗ਼ਾਮ-ਏ-ਜਗਤ) [14, 1195, 117, 1205]
paragraph: ਪ੍ਰੋਗਰਾਮ ਦੇ ਅੰਤ ਵਿੱਚ ਸਾਰਿਆਂ ਨੇ ਤੰਬਾਕੂ ਰਹਿਤ ਸਮਾਜ ਸਿਰਜਣ ਦਾ ਪ੍ਰਣ ਲਿਆ ਅਤੇ ਜਾਗਰੂਕਤਾ ਪੋਸਟਰ ਵੰਡੇ ਗਏ। [342, 1299, 498, 1332]
dateline: ਪੈਗ਼ਾਮ-ਏ-ਜਗਤ/ਰਤੀਆ, 4 ਫਰਵਰੀ (ਐਡਵੋਕੇਟ ਗੁਰਮੁੱਖ ਸਿੰਘ ਮੰਡੇਰ) [14, 691, 170, 712]
paragraph: ਪੰਜਾਬ ਦੇ ਸਿਹਤ ਤੇ ਪਰਿਵਾਰ ਭਲਾਈ ਮੰਤਰੀ ਡਾ. ਬਲਬੀਰ ਸਿੰਘ ਨੇ ਅੱਜ ਇੱਥੇ ਡਿਪਟੀ ਕਮਿਸ਼ਨਰ ਦਫ਼ਤਰ ਵਿਖੇ ਜ਼ਿਲ੍ਹਾ ਪ੍ਰਸ਼ਾਸਨ ਅਤੇ ਸਿਹਤ ਵਿਭਾਗ ਦੇ ਅਧਿਕਾਰੀਆਂ ਨਾਲ ਮੀਟਿੰਗ ਕੀਤੀ। [14, 229, 170, 274]
headline: ਸਿਹਤ ਮੰਤਰੀ ਵੱਲੋਂ ਮੋਹਾਲੀ ਵਿੱਚ ਮੁੱਖ ਮੰਤਰੀ ਸਿਹਤ ਯੋਜਨਾ ਦੀ ਚੱਲ ਰਹੀ ਰਜਿਸਟ੍ਰੇਸ਼ਨ ਪ੍ਰਕਿਰਿਆ ਦੀ ਸਮੀਖਿਆ [14, 69, 464, 119]
paragraph: ਤੰਬਾਕੂ ਅਤੇ ਸ਼ਰਾਬ ਦੇ ਸੇਵਨ ਤੋਂ ਪਰਹੇਜ਼, ਸੰਤੁਲਿਤ ਖੁਰਾਕ ਅਤੇ ਨਿਯਮਤ ਕਸਰਤ ਕੈਂਸਰ ਤੋਂ ਬਚਾਅ ਲਈ ਜ਼ਰੂਰੀ ਹਨ। [342, 967, 498, 988]
divider [14, 1112, 498, 1114]
right-column [519, 67, 1003, 1340]
divider [14, 884, 498, 886]
dateline: ਪੈਗ਼ਾਮ-ਏ-ਜਗਤ/ਚੰਡੀਗੜ੍ਹ, 4 ਫਰਵਰੀ (ਐਡਵੋਕੇਟ ਗੁਰਮੁੱਖ ਸਿੰਘ ਮੰਡੇਰ) [519, 642, 675, 664]
paragraph: ਜ਼ਿਲ੍ਹਾ ਰੋਜ਼ਗਾਰ ਅਤੇ ਕਾਰੋਬਾਰ ਬਿਊਰੋ ਵੱਲੋਂ ਮਿਤੀ 05 ਫਰਵਰੀ 2026 (ਵੀਰਵਾਰ) ਨੂੰ ਇੱਕ ਵਿਸ਼ਾਲ ਪਲੇਸਮੈਂਟ ਕੈਂਪ ਦਾ ਆਯੋਜਨ ਕੀਤਾ ਜਾ ਰਿਹਾ ਹੈ। [519, 487, 675, 520]
article-body [14, 1194, 498, 1333]
headline: ਜ਼ਿਲ੍ਹਾ ਪ੍ਰਬੰਧਕੀ ਕੰਪਲੈਕਸ ਦੇ ਬਾਹਰ ਹੋਏ ਗੁਰਵਿੰਦਰ ਸਿੰਘ ਕਤਲ ਮਾਮਲੇ ਵਿੱਚ ਵੱਡੀ ਸਫ਼ਲਤਾ, 02 ਦੋਸ਼ੀ ਗ੍ਰਿਫ਼ਤਾਰ [519, 69, 968, 119]
paragraph: ਉਮੀਦਵਾਰਾਂ ਨੂੰ ਆਪਣੇ ਨਾਲ ਬਾਇਓਡਾਟਾ, ਵਿੱਦਿਅਕ ਯੋਗਤਾ ਦੇ ਸਰਟੀਫਿਕੇਟ ਅਤੇ ਆਧਾਰ ਕਾਰਡ ਦੀਆਂ ਕਾਪੀਆਂ ਲਿਆਉਣ ਦੀ ਹਦਾਇਤ ਕੀਤੀ ਗਈ ਹੈ। [683, 498, 839, 531]
issue-date: 5 ਤੋਂ 11 ਫਰਵਰੀ, 2026 [885, 35, 964, 45]
paragraph: ਸਮਾਗਮ ਵਿੱਚ ਵੱਖ-ਵੱਖ ਸੰਸਥਾਵਾਂ ਦੇ ਨੁਮਾਇੰਦਿਆਂ ਨੇ ਵੀ ਆਪਣੇ ਵਿਚਾਰ ਪੇਸ਼ ਕੀਤੇ ਅਤੇ ਸਹਿਯੋਗ ਦਾ ਭਰੋਸਾ ਦਿੱਤਾ। [847, 712, 1003, 733]
headline: ਕੇਂਦਰੀ ਬਜਟ 2026-27 ਆਮ ਲੋਕਾਂ ਦੀਆਂ ਉਮੀਦਾਂ 'ਤੇ ਖਰਾ ਉਤਰੇਗਾ: ਮੰਡਲ ਪ੍ਰਧਾਨ ਸਿੰਗਲਾ [29, 618, 483, 675]
article-photo [519, 720, 674, 812]
masthead-brand [37, 19, 138, 41]
paragraph: ਸਰਵਾਈਵਰਾਂ ਨੇ ਆਪਣੇ ਤਜਰਬੇ ਸਾਂਝੇ ਕੀਤੇ ਅਤੇ ਦੱਸਿਆ ਕਿ ਹੌਂਸਲੇ ਤੇ ਪਰਿਵਾਰ ਦੇ ਸਹਿਯੋਗ ਨਾਲ ਉਨ੍ਹਾਂ ਇਸ ਬਿਮਾਰੀ ਨੂੰ ਮਾਤ ਦਿੱਤੀ। [342, 994, 498, 1027]
paragraph: ਉਨ੍ਹਾਂ ਪ੍ਰਧਾਨ ਮੰਤਰੀ ਦੀ ਅਗਵਾਈ ਦੀ ਸ਼ਲਾਘਾ ਕਰਦਿਆਂ ਕਿਹਾ ਕਿ ਭਾਰਤ ਇਹ ਅੰਦਰੂਨੀ ਜੰਗ ਜ਼ਰੂਰ ਜਿੱਤੇਗਾ। [683, 642, 873, 807]
divider [519, 635, 1003, 636]
paragraph: ਗਰਗ ਨੇ ਕਿਹਾ ਕਿ ਇਸ ਰੇਲ ਲਾਈਨ ਦੇ ਬਣਨ ਨਾਲ ਵਪਾਰ, ਸੈਰ-ਸਪਾਟਾ ਅਤੇ ਰੋਜ਼ਗਾਰ ਦੇ ਨਵੇਂ ਮੌਕੇ ਪੈਦਾ ਹੋਣਗੇ। [847, 922, 1003, 944]
paragraph: ਮਿਤੀ 03.02.2026 ਨੂੰ ਪੁਲਿਸ ਵੱਲੋਂ ਪ੍ਰੈਸ ਕਾਨਫਰੰਸ ਕਰਕੇ ਸਾਰੀ ਜਾਣਕਾਰੀ ਸਾਂਝੀ ਕੀਤੀ ਗਈ। [847, 335, 1003, 357]
paragraph: ਉਨ੍ਹਾਂ ਅੱਗੇ ਕਿਹਾ ਕਿ ਸੂਬੇ ਭਰ ਵਿੱਚ ਆਮ ਆਦਮੀ ਕਲੀਨਿਕਾਂ ਰਾਹੀਂ ਮੁਫ਼ਤ ਇਲਾਜ ਅਤੇ ਦਵਾਈਆਂ ਮੁਹੱਈਆ ਕਰਵਾਈਆਂ ਜਾ ਰਹੀਆਂ ਹਨ ਜਿਸ ਨਾਲ ਗਰੀਬ ਪਰਿਵਾਰਾਂ ਨੂੰ ਵੱਡੀ ਰਾਹਤ ਮਿਲੀ ਹੈ। [342, 163, 498, 208]
paragraph: ਸਿੰਗਲਾ ਨੇ ਕਿਹਾ ਕਿ ਬੁਨਿਆਦੀ ਢਾਂਚੇ, ਸਿਹਤ ਸੰਭਾਲ ਅਤੇ ਸਿੱਖਿਆ ਖੇਤਰ ਲਈ ਵਧਾਏ ਗਏ ਫੰਡ ਦੇਸ਼ ਦੇ ਵਿਕਾਸ ਵਿੱਚ ਮੀਲ ਪੱਥਰ ਸਾਬਤ ਹੋਣਗੇ। [342, 691, 498, 724]
